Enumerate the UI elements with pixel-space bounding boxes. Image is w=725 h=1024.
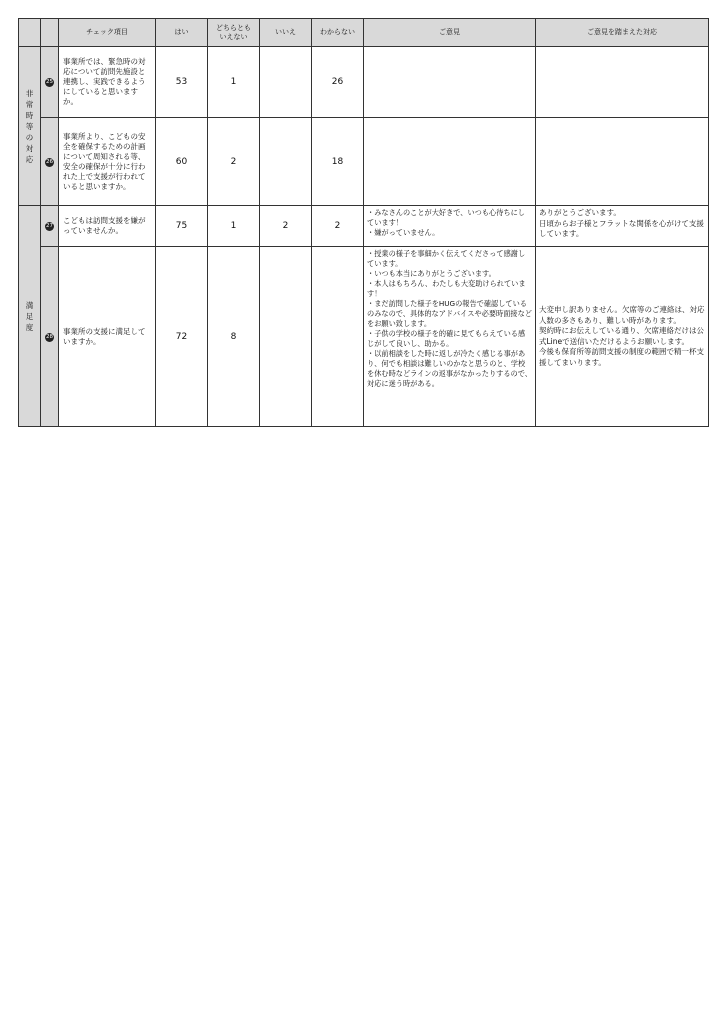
neither-count: 2: [208, 118, 260, 206]
unknown-count: 26: [312, 47, 364, 118]
check-item-text: こどもは訪問支援を嫌がっていませんか。: [59, 206, 156, 247]
header-response: ご意見を踏まえた対応: [536, 19, 709, 47]
header-neither-line2: いえない: [219, 32, 248, 41]
header-no: いいえ: [260, 19, 312, 47]
opinion-text: ・授業の様子を事細かく伝えてくださって感謝しています。 ・いつも本当にありがとうございます。 ・本人はもちろん、わたしも大変助けられています！ ・まだ訪問した様子をHUGの報告で確認しているのみなので、具体的なアドバイスや必要時面接などをお願い致します。 ・子供の学校の様子を的確に見てもらえている感じがして良いし、助かる。 ・以前相談をした時に返しが冷たく感じる事があり、何でも相談は難しいのかなと思うのと、学校を休む時などラインの返事がなかったりするので、対応に迷う時がある。: [364, 247, 536, 427]
check-item-text: 事業所より、こどもの安全を確保するための計画について周知される等、安全の確保が十分に行われた上で支援が行われていると思いますか。: [59, 118, 156, 206]
row-number: 26: [41, 118, 59, 206]
no-count: [260, 118, 312, 206]
opinion-text: [364, 47, 536, 118]
header-neither: [208, 19, 260, 47]
survey-table: [18, 18, 709, 427]
yes-count: 60: [156, 118, 208, 206]
header-check-item: チェック項目: [59, 19, 156, 47]
category-emergency: 非常時等の対応: [19, 47, 41, 206]
response-text: 大変申し訳ありません。欠席等のご連絡は、対応人数の多さもあり、難しい時があります。 契約時にお伝えしている通り、欠席連絡だけは公式Lineで送信いただけるようお願いします。 今後も保育所等訪問支援の制度の範囲で精一杯支援してまいります。: [536, 247, 709, 427]
neither-count: 8: [208, 247, 260, 427]
yes-count: 72: [156, 247, 208, 427]
yes-count: 53: [156, 47, 208, 118]
unknown-count: 2: [312, 206, 364, 247]
table-row: [19, 118, 709, 206]
neither-count: 1: [208, 47, 260, 118]
opinion-text: ・みなさんのことが大好きで、いつも心待ちにしています！ ・嫌がっていません。: [364, 206, 536, 247]
response-text: [536, 118, 709, 206]
header-opinion: ご意見: [364, 19, 536, 47]
row-number: 27: [41, 206, 59, 247]
unknown-count: [312, 247, 364, 427]
header-blank: [19, 19, 41, 47]
neither-count: 1: [208, 206, 260, 247]
header-row: [19, 19, 709, 47]
header-yes: はい: [156, 19, 208, 47]
response-text: [536, 47, 709, 118]
header-unknown: わからない: [312, 19, 364, 47]
row-number: 28: [41, 247, 59, 427]
header-blank: [41, 19, 59, 47]
unknown-count: 18: [312, 118, 364, 206]
response-text: ありがとうございます。 日頃からお子様とフラットな関係を心がけて支援しています。: [536, 206, 709, 247]
header-neither-line1: どちらとも: [216, 23, 251, 32]
yes-count: 75: [156, 206, 208, 247]
category-satisfaction: 満足度: [19, 206, 41, 427]
no-count: 2: [260, 206, 312, 247]
no-count: [260, 47, 312, 118]
check-item-text: 事業所の支援に満足していますか。: [59, 247, 156, 427]
table-row: [19, 206, 709, 247]
check-item-text: 事業所では、緊急時の対応について訪問先施設と連携し、実践できるようにしていると思いますか。: [59, 47, 156, 118]
opinion-text: [364, 118, 536, 206]
table-row: [19, 47, 709, 118]
no-count: [260, 247, 312, 427]
row-number: 25: [41, 47, 59, 118]
table-row: [19, 247, 709, 427]
